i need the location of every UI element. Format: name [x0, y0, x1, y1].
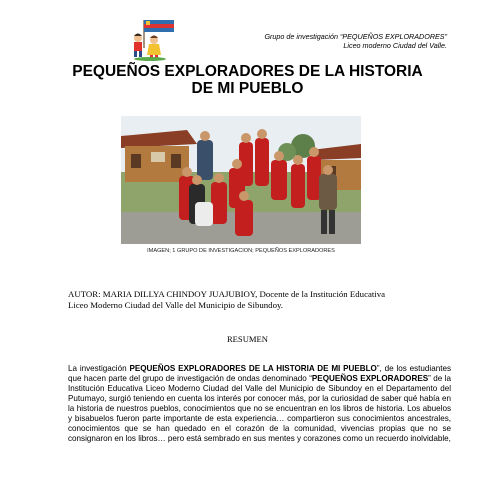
- section-heading-resumen: RESUMEN: [226, 334, 269, 344]
- abstract-bold-group: PEQUEÑOS EXPLORADORES: [311, 373, 429, 383]
- author-line-1: AUTOR: MARIA DILLYA CHINDOY JUAJUBIOY, Docente de la Institución Educativa: [68, 289, 386, 299]
- abstract-text-2: ”, de los estudiantes que hacen parte del grupo de investigación de ondas denominado “: [68, 364, 451, 383]
- author-block: [68, 289, 438, 310]
- abstract-bold-title: PEQUEÑOS EXPLORADORES DE LA HISTORIA DE MI PUEBLO: [129, 364, 377, 373]
- abstract-text-3: ” de la Institución Educativa Liceo Moderno Ciudad del Valle del Municipio de Sibundoy en el Departamento del Putumayo, surgió teniendo en cuenta los interés por conocer más, por la curiosidad de saber qué había en la historia de nuestros pueblos, conocimientos que no se encuentran en los libros de historia. Los abuelos y bisabuelos fueron parte importante de esta experiencia… compartieron sus conocimientos ancestrales, conocimientos que se han quedado en el corazón de la comunidad, vivencias propias que no se consignaron en los libros… pero está sembrado en sus mentes y corazones como un recuerdo inolvidable,: [68, 373, 451, 443]
- header-group-name: Grupo de investigación “PEQUEÑOS EXPLORADORES”: [264, 32, 447, 41]
- document-title: [40, 64, 455, 97]
- document-header: [264, 32, 447, 50]
- header-school-name: Liceo moderno Ciudad del Valle.: [343, 41, 447, 50]
- kids-with-flag-logo-icon: [128, 16, 180, 62]
- group-photo: [121, 116, 361, 244]
- image-caption: IMAGEN; 1 GRUPO DE INVESTIGACION; PEQUEÑOS EXPLORADORES: [147, 248, 335, 254]
- title-line-2: DE MI PUEBLO: [191, 79, 304, 97]
- abstract-text-1: La investigación: [68, 364, 130, 373]
- abstract-paragraph: [68, 364, 451, 444]
- title-line-1: PEQUEÑOS EXPLORADORES DE LA HISTORIA: [72, 63, 423, 80]
- author-line-2: Liceo Moderno Ciudad del Valle del Municipio de Sibundoy.: [68, 299, 283, 310]
